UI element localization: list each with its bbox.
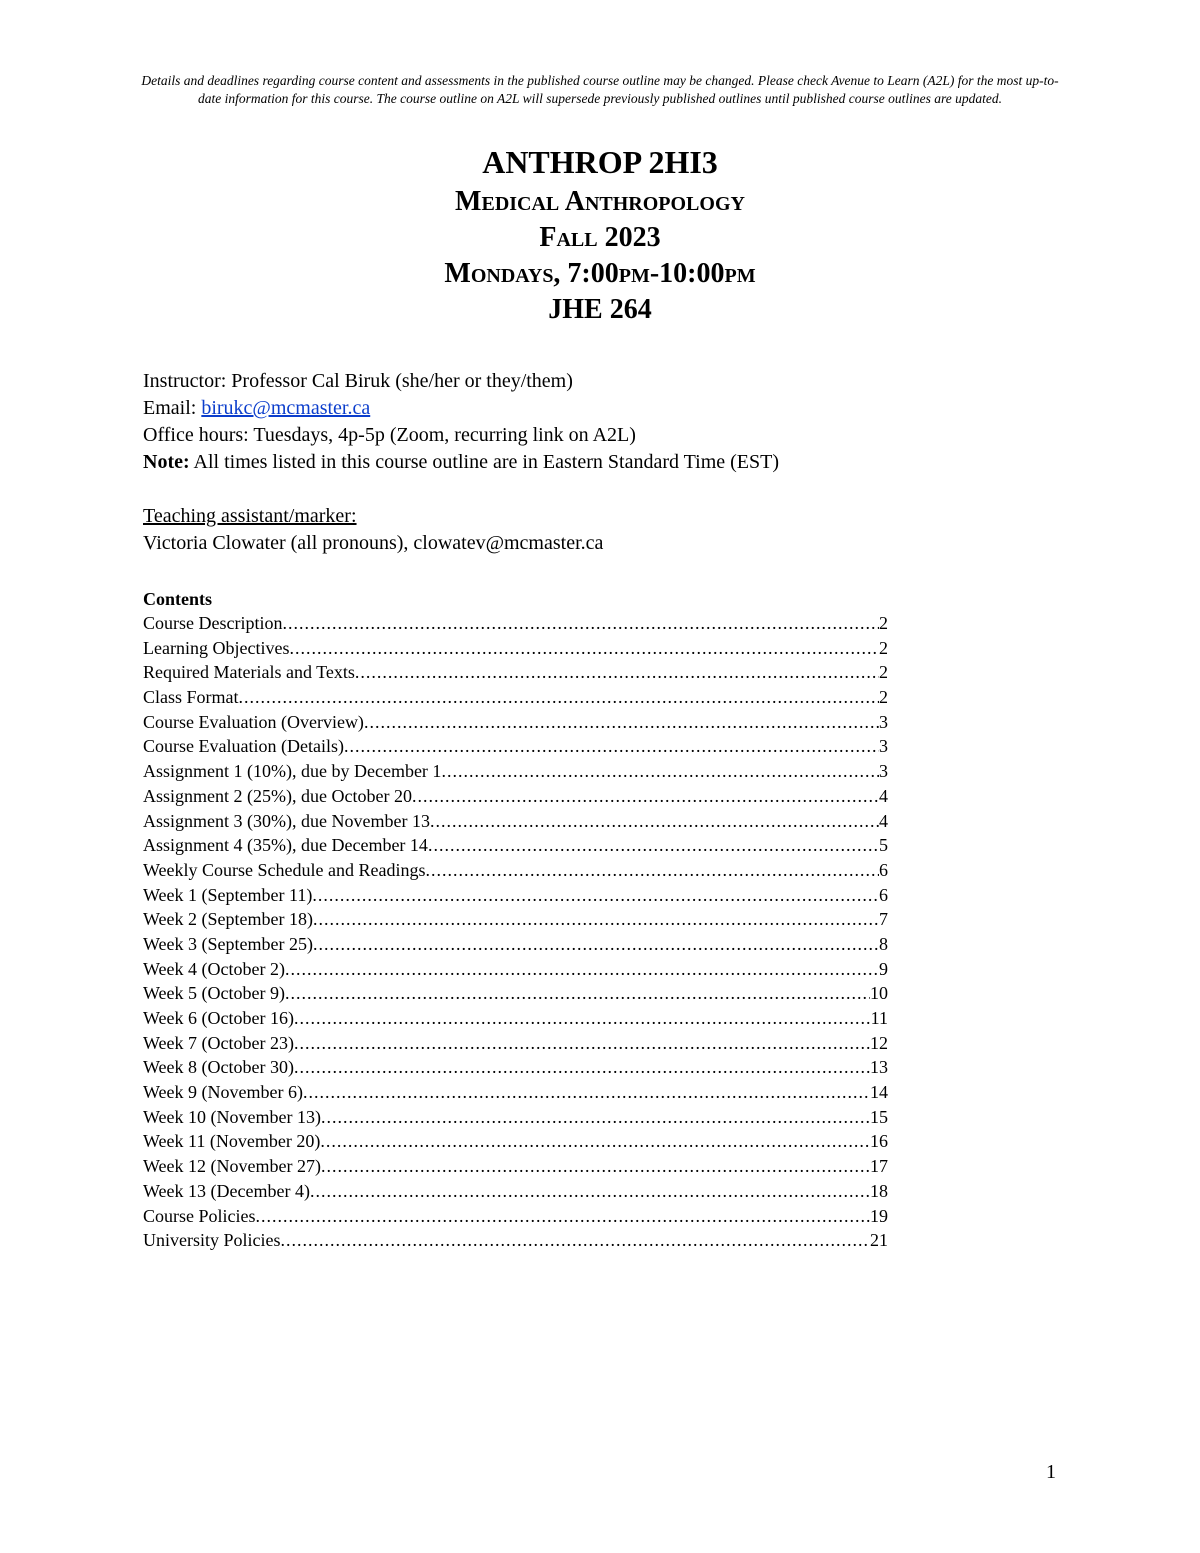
- toc-entry[interactable]: [143, 858, 888, 883]
- toc-leader-dots: [428, 833, 879, 858]
- toc-entry-label: Week 1 (September 11): [143, 884, 313, 905]
- toc-entry-page: 9: [879, 958, 888, 979]
- toc-entry-page: 17: [870, 1156, 888, 1177]
- email-label: Email:: [143, 397, 202, 419]
- course-room: JHE 264: [548, 294, 652, 325]
- toc-entry-page: 21: [870, 1230, 888, 1251]
- toc-entry[interactable]: [143, 1031, 888, 1056]
- toc-entry-page: 6: [879, 859, 888, 880]
- toc-leader-dots: [294, 1031, 870, 1056]
- toc-entry-label: Week 13 (December 4): [143, 1180, 310, 1201]
- toc-entry-page: 6: [879, 884, 888, 905]
- note-text: All times listed in this course outline are in Eastern Standard Time (EST): [189, 451, 780, 473]
- toc-entry[interactable]: [143, 883, 888, 908]
- ta-heading: Teaching assistant/marker:: [143, 505, 357, 527]
- toc-leader-dots: [430, 809, 879, 834]
- toc-leader-dots: [285, 981, 870, 1006]
- toc-entry-label: Course Policies: [143, 1205, 256, 1226]
- table-of-contents: [143, 587, 888, 1253]
- toc-entry[interactable]: [143, 759, 888, 784]
- toc-entry-page: 18: [870, 1180, 888, 1201]
- toc-entry[interactable]: [143, 932, 888, 957]
- toc-entry[interactable]: [143, 1228, 888, 1253]
- course-title-block: [0, 140, 1200, 328]
- toc-leader-dots: [312, 883, 879, 908]
- note-line: [143, 449, 1043, 476]
- course-term: Fall 2023: [539, 222, 661, 253]
- toc-entry-label: Course Evaluation (Details): [143, 736, 344, 757]
- toc-entry-label: Week 11 (November 20): [143, 1131, 321, 1152]
- toc-entry-page: 5: [879, 835, 888, 856]
- toc-entry-page: 4: [879, 785, 888, 806]
- toc-entry-page: 15: [870, 1106, 888, 1127]
- toc-entry-page: 14: [870, 1082, 888, 1103]
- email-link[interactable]: birukc@mcmaster.ca: [201, 397, 371, 419]
- toc-leader-dots: [239, 685, 879, 710]
- toc-leader-dots: [282, 611, 879, 636]
- toc-entry-label: Week 8 (October 30): [143, 1057, 294, 1078]
- toc-leader-dots: [256, 1204, 871, 1229]
- toc-entry-label: Assignment 3 (30%), due November 13: [143, 810, 430, 831]
- course-schedule: Mondays, 7:00pm-10:00pm: [444, 258, 756, 289]
- toc-leader-dots: [281, 1228, 871, 1253]
- toc-entry-page: 19: [870, 1205, 888, 1226]
- toc-entry-page: 2: [879, 613, 888, 633]
- toc-entry-label: Required Materials and Texts: [143, 662, 355, 683]
- ta-line: Victoria Clowater (all pronouns), clowatev@mcmaster.ca: [143, 532, 604, 554]
- toc-leader-dots: [303, 1080, 870, 1105]
- toc-entry[interactable]: [143, 710, 888, 735]
- toc-entry[interactable]: [143, 1179, 888, 1204]
- toc-entry-label: Assignment 1 (10%), due by December 1: [143, 761, 442, 782]
- note-label: Note:: [143, 451, 190, 473]
- toc-entry[interactable]: [143, 1080, 888, 1105]
- toc-heading: Contents: [143, 589, 213, 609]
- toc-entry-label: Assignment 2 (25%), due October 20: [143, 785, 412, 806]
- toc-entry[interactable]: [143, 1204, 888, 1229]
- toc-entry[interactable]: [143, 611, 888, 636]
- toc-leader-dots: [294, 1055, 870, 1080]
- toc-entry-label: Weekly Course Schedule and Readings: [143, 859, 426, 880]
- toc-entry-page: 7: [879, 909, 888, 930]
- toc-leader-dots: [364, 710, 879, 735]
- course-title: Medical Anthropology: [455, 186, 745, 217]
- toc-entry-label: Course Description: [143, 613, 283, 633]
- toc-entry-label: Week 9 (November 6): [143, 1082, 303, 1103]
- disclaimer-note: Details and deadlines regarding course content and assessments in the published course outline may be changed. Please check Avenue to Learn (A2L) for the most up-to-date information for this course. The course outline on A2L will supersede previously published outlines until published course outlines are updated.: [141, 73, 1059, 106]
- toc-entry-page: 12: [870, 1032, 888, 1053]
- instructor-info: [143, 368, 1043, 557]
- toc-entry-page: 8: [879, 933, 888, 954]
- toc-leader-dots: [294, 1006, 871, 1031]
- toc-leader-dots: [355, 660, 879, 685]
- instructor-line: Instructor: Professor Cal Biruk (she/her or they/them): [143, 370, 573, 392]
- toc-entry[interactable]: [143, 809, 888, 834]
- spacer: [143, 476, 1043, 503]
- toc-leader-dots: [412, 784, 879, 809]
- toc-leader-dots: [310, 1179, 870, 1204]
- toc-entry-label: Week 12 (November 27): [143, 1156, 321, 1177]
- toc-leader-dots: [313, 907, 879, 932]
- email-line: [143, 395, 1043, 422]
- toc-entry-page: 2: [879, 662, 888, 683]
- toc-leader-dots: [344, 734, 879, 759]
- toc-entry-label: Week 10 (November 13): [143, 1106, 321, 1127]
- toc-leader-dots: [321, 1154, 870, 1179]
- toc-entry-page: 16: [870, 1131, 888, 1152]
- toc-entry-page: 4: [879, 810, 888, 831]
- toc-entry[interactable]: [143, 636, 888, 661]
- toc-entry-page: 11: [870, 1008, 888, 1028]
- toc-entry-label: Week 5 (October 9): [143, 983, 285, 1004]
- toc-entry[interactable]: [143, 685, 888, 710]
- toc-entry[interactable]: [143, 784, 888, 809]
- toc-entry[interactable]: [143, 957, 888, 982]
- toc-entry-label: Week 4 (October 2): [143, 958, 285, 979]
- toc-leader-dots: [313, 932, 879, 957]
- toc-leader-dots: [289, 636, 879, 661]
- toc-entry-label: Week 2 (September 18): [143, 909, 313, 930]
- toc-entry-page: 3: [879, 761, 888, 782]
- toc-entry-page: 2: [879, 687, 888, 708]
- course-code: ANTHROP 2HI3: [482, 144, 718, 180]
- toc-entry[interactable]: [143, 1129, 888, 1154]
- toc-entry-label: Course Evaluation (Overview): [143, 711, 364, 732]
- toc-entry-page: 10: [870, 983, 888, 1004]
- toc-entry-page: 13: [870, 1057, 888, 1078]
- toc-entries: [143, 611, 888, 1253]
- office-hours-line: Office hours: Tuesdays, 4p-5p (Zoom, recurring link on A2L): [143, 424, 636, 446]
- toc-entry[interactable]: [143, 734, 888, 759]
- toc-entry-label: Class Format: [143, 687, 239, 708]
- toc-leader-dots: [441, 759, 879, 784]
- toc-leader-dots: [320, 1129, 870, 1154]
- toc-entry-page: 3: [879, 736, 888, 757]
- toc-entry[interactable]: [143, 1006, 888, 1031]
- toc-entry-label: Week 3 (September 25): [143, 933, 313, 954]
- toc-entry[interactable]: [143, 1154, 888, 1179]
- toc-entry-label: Week 6 (October 16): [143, 1008, 294, 1028]
- toc-entry-page: 3: [879, 711, 888, 732]
- toc-entry[interactable]: [143, 660, 888, 685]
- page-number: 1: [1046, 1461, 1056, 1483]
- toc-entry-label: Assignment 4 (35%), due December 14: [143, 835, 428, 856]
- toc-entry-page: 2: [879, 637, 888, 658]
- toc-entry-label: Learning Objectives: [143, 637, 290, 658]
- toc-entry-label: Week 7 (October 23): [143, 1032, 294, 1053]
- toc-entry-label: University Policies: [143, 1230, 281, 1251]
- toc-leader-dots: [321, 1105, 870, 1130]
- toc-leader-dots: [285, 957, 879, 982]
- toc-entry[interactable]: [143, 1105, 888, 1130]
- toc-entry[interactable]: [143, 907, 888, 932]
- toc-entry[interactable]: [143, 981, 888, 1006]
- toc-entry[interactable]: [143, 833, 888, 858]
- toc-entry[interactable]: [143, 1055, 888, 1080]
- toc-leader-dots: [425, 858, 879, 883]
